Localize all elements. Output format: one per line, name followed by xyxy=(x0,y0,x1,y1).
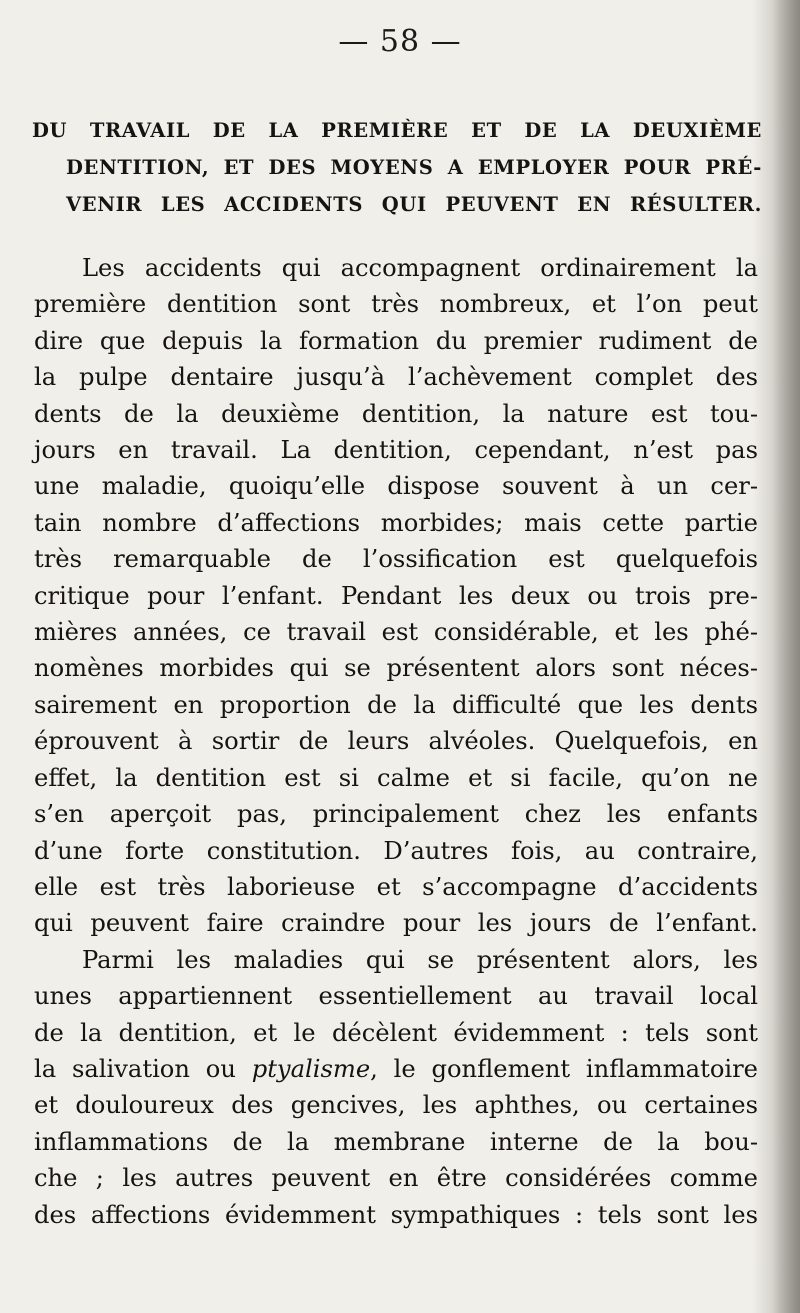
text-line: très remarquable de l’ossification est quelquefois xyxy=(34,545,758,574)
text-line: jours en travail. La dentition, cependant, n’est pas xyxy=(34,436,758,465)
text-line: la pulpe dentaire jusqu’à l’achèvement complet des xyxy=(34,363,758,392)
body-text xyxy=(34,250,758,1233)
text-line: elle est très laborieuse et s’accompagne d’accidents xyxy=(34,872,758,901)
text-line: Les accidents qui accompagnent ordinairement la xyxy=(82,254,758,282)
italic-term: ptyalisme xyxy=(251,1054,371,1083)
text-line-with-italic xyxy=(34,1051,758,1087)
text-line: nomènes morbides qui se présentent alors sont néces- xyxy=(34,654,758,683)
heading-line: DENTITION, ET DES MOYENS A EMPLOYER POUR PRÉ- xyxy=(66,156,762,179)
page-number: — 58 — xyxy=(338,24,462,59)
text-fragment: la salivation ou xyxy=(34,1054,252,1083)
paragraph-1 xyxy=(34,250,758,942)
text-line: critique pour l’enfant. Pendant les deux ou trois pre- xyxy=(34,581,758,610)
heading-line: DU TRAVAIL DE LA PREMIÈRE ET DE LA DEUXIÈME xyxy=(32,119,762,142)
page-edge-shadow xyxy=(772,0,800,1313)
text-line: dents de la deuxième dentition, la nature est tou- xyxy=(34,399,758,428)
paragraph-2 xyxy=(34,942,758,1233)
text-line: sairement en proportion de la difficulté que les dents xyxy=(34,690,758,719)
text-line: tain nombre d’affections morbides; mais cette partie xyxy=(34,508,758,537)
text-fragment: , le gonflement inflammatoire xyxy=(370,1054,758,1083)
text-line: qui peuvent faire craindre pour les jours de l’enfant. xyxy=(34,909,758,938)
heading-line: VENIR LES ACCIDENTS QUI PEUVENT EN RÉSULTER. xyxy=(66,193,762,216)
text-line: et douloureux des gencives, les aphthes, ou certaines xyxy=(34,1091,758,1120)
text-line: des affections évidemment sympathiques : tels sont les xyxy=(34,1200,758,1229)
text-line: mières années, ce travail est considérable, et les phé- xyxy=(34,618,758,647)
text-line: effet, la dentition est si calme et si facile, qu’on ne xyxy=(34,763,758,792)
text-line: inflammations de la membrane interne de la bou- xyxy=(34,1127,758,1156)
text-line: Parmi les maladies qui se présentent alors, les xyxy=(82,945,758,974)
text-line: éprouvent à sortir de leurs alvéoles. Quelquefois, en xyxy=(34,727,758,756)
text-line: d’une forte constitution. D’autres fois, au contraire, xyxy=(34,836,758,865)
text-line: dire que depuis la formation du premier rudiment de xyxy=(34,326,758,355)
text-line: première dentition sont très nombreux, et l’on peut xyxy=(34,290,758,319)
text-line: s’en aperçoit pas, principalement chez les enfants xyxy=(34,800,758,829)
chapter-heading xyxy=(32,112,762,223)
text-line: de la dentition, et le décèlent évidemment : tels sont xyxy=(34,1018,758,1047)
text-line: che ; les autres peuvent en être considérées comme xyxy=(34,1164,758,1193)
text-line: unes appartiennent essentiellement au travail local xyxy=(34,982,758,1011)
text-line: une maladie, quoiqu’elle dispose souvent à un cer- xyxy=(34,472,758,501)
